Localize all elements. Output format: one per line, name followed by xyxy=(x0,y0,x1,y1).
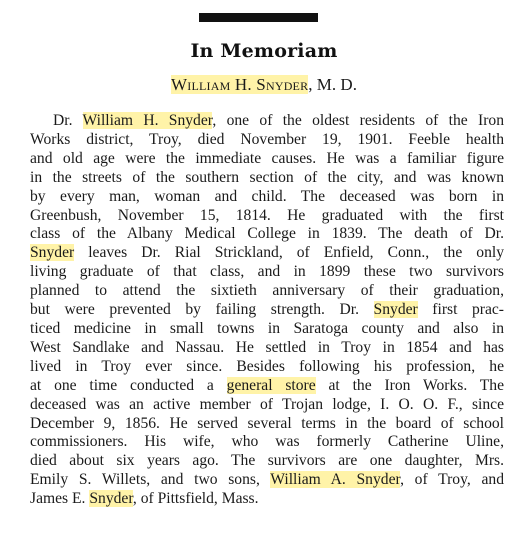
body-line xyxy=(30,433,504,452)
body-line xyxy=(30,131,504,150)
body-line xyxy=(30,471,504,490)
body-text-run: first prac- xyxy=(417,301,504,319)
body-text-run: and old age were the immediate causes. He was a familiar figure xyxy=(30,149,504,167)
body-text-run: , of Pittsfield, Mass. xyxy=(132,490,259,508)
body-text-run: Dr. xyxy=(53,112,83,129)
body-line xyxy=(30,320,504,339)
body-text-run: in the streets of the southern section of the city, and was known xyxy=(30,168,504,186)
body-text-run: living graduate of that class, and in 1899 these two survivors xyxy=(30,263,504,281)
body-text-run: Works district, Troy, died November 19, 1901. Feeble health xyxy=(30,130,504,148)
highlighted-term: general store xyxy=(226,376,316,394)
highlighted-term: Snyder xyxy=(373,301,418,319)
highlighted-term: William A. Snyder xyxy=(270,471,401,489)
body-line xyxy=(30,339,504,358)
body-text-run: at one time conducted a xyxy=(30,376,227,394)
body-text-run: deceased was an active member of Trojan lodge, I. O. O. F., since xyxy=(30,395,504,413)
subject-suffix: , M. D. xyxy=(308,75,357,94)
body-line xyxy=(30,301,504,320)
highlighted-term: Snyder xyxy=(30,244,75,262)
body-text-run: but were prevented by failing strength. Dr. xyxy=(30,301,374,319)
body-text-run: planned to attend the sixtieth anniversary of their graduation, xyxy=(30,282,504,300)
body-line xyxy=(30,244,504,263)
body-text-run: commissioners. His wife, who was formerly Catherine Uline, xyxy=(30,433,504,451)
top-rule xyxy=(199,13,318,22)
body-line xyxy=(30,282,504,301)
subject-name: William H. Snyder xyxy=(171,75,309,94)
obituary-body xyxy=(30,112,504,509)
body-text-run: at the Iron Works. The xyxy=(315,376,505,394)
body-text-run: , of Troy, and xyxy=(400,471,504,489)
highlighted-term: William H. Snyder xyxy=(82,112,213,129)
body-line xyxy=(30,112,504,131)
body-text-run: leaves Dr. Rial Strickland, of Enfield, Conn., the only xyxy=(74,244,504,262)
body-text-run: died about six years ago. The survivors are one daughter, Mrs. xyxy=(30,452,504,470)
body-line xyxy=(30,188,504,207)
body-line xyxy=(30,377,504,396)
body-line xyxy=(30,490,504,509)
body-text-run: class of the Albany Medical College in 1839. The death of Dr. xyxy=(30,225,504,243)
body-line xyxy=(30,225,504,244)
highlighted-term: Snyder xyxy=(89,490,133,508)
body-text-run: Greenbush, November 15, 1814. He graduated with the first xyxy=(30,206,504,224)
body-text-run: , one of the oldest residents of the Iron xyxy=(212,112,505,129)
body-text-run: lived in Troy ever since. Besides following his profession, he xyxy=(30,357,504,375)
body-text-run: December 9, 1856. He served several terms in the board of school xyxy=(30,414,504,432)
body-text-run: Emily S. Willets, and two sons, xyxy=(30,471,271,489)
body-text-run: ticed medicine in small towns in Saratoga county and also in xyxy=(30,319,504,337)
body-line xyxy=(30,207,504,226)
subject-byline xyxy=(0,75,528,95)
body-line xyxy=(30,358,504,377)
body-line xyxy=(30,150,504,169)
body-text-run: by every man, woman and child. The deceased was born in xyxy=(30,187,504,205)
body-line xyxy=(30,452,504,471)
body-line xyxy=(30,415,504,434)
memoriam-heading: In Memoriam xyxy=(190,40,338,62)
body-line xyxy=(30,169,504,188)
body-text-run: West Sandlake and Nassau. He settled in Troy in 1854 and has xyxy=(30,338,504,356)
body-line xyxy=(30,263,504,282)
body-text-run: James E. xyxy=(30,490,90,508)
body-line xyxy=(30,396,504,415)
